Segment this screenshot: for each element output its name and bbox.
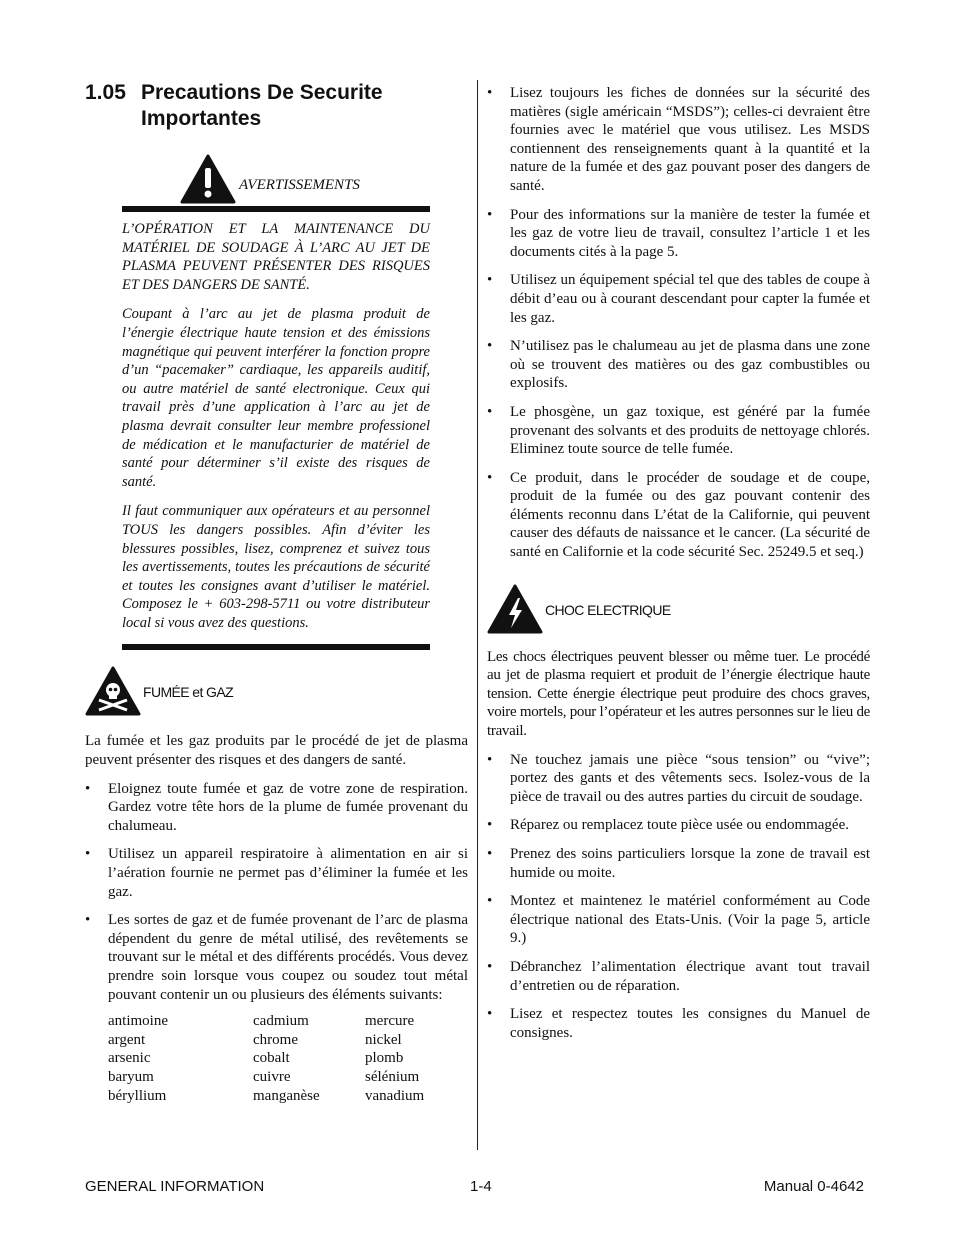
element-name: arsenic [108,1050,151,1067]
element-name: antimoine [108,1013,168,1030]
list-item: • Eloignez toute fumée et gaz de votre zone de respiration. Gardez votre tête hors de la plume de fumée provenant du chalumeau. [85,780,468,836]
element-name: cadmium [253,1013,309,1030]
right-column [487,84,870,1052]
list-item: • Le phosgène, un gaz toxique, est généré par la fumée provenant des solvants et des produits de nettoyage chlorés. Eliminez toute source de telle fumée. [487,403,870,459]
list-item: • Pour des informations sur la manière de tester la fumée et les gaz de votre lieu de travail, consultez l’article 1 et les documents cités à la page 5. [487,206,870,262]
list-item: • Les sortes de gaz et de fumée provenant de l’arc de plasma dépendent du genre de métal utilisé, des revêtements se trouvant sur le métal et des différents procédés. Vous devez prendre soin lorsque vous coupez ou soudez tout métal pouvant contenir un ou plusieurs des éléments suivants: [85,911,468,1004]
fumes-intro: La fumée et les gaz produits par le procédé de jet de plasma peuvent présenter des risques et des dangers de santé. [85,733,468,769]
electric-shock-icon [487,584,543,636]
element-name: manganèse [253,1087,320,1104]
section-title-line1: Precautions De Securite [141,81,383,104]
list-item: • Lisez toujours les fiches de données sur la sécurité des matières (sigle américain “MSDS”); celles-ci devraient être fournies avec le matériel que vous utilisez. Les MSDS contiennent des renseignements quant à la quantité et la nature de la fumée et des gaz pouvant poser des dangers de santé. [487,84,870,196]
element-name: sélénium [365,1068,420,1085]
warning-triangle-icon [180,154,236,204]
section-number: 1.05 [85,81,126,104]
footer-page-number: 1-4 [470,1178,492,1195]
section-heading [85,80,468,132]
column-divider [477,80,478,1150]
warning-paragraph-2: Coupant à l’arc au jet de plasma produit de l’énergie électrique haute tension et des émissions magnétique qui peuvent interférer la fonction propre d’un “pacemaker” cardiaque, les appareils auditif, ou autre matériel de santé electronique. Ceux qui travail près d’une application à l’arc au jet de plasma devrait consulter leur membre professionel de médication et le manufacturier de matériel de santé pour déterminer s’il existe des risques de santé. [122,306,430,490]
warning-header [180,154,468,204]
list-item: • Ce produit, dans le procéder de soudage et de coupe, produit de la fumée ou des gaz pouvant contenir des éléments reconnu dans L’état de la Californie, qui peuvent causer des défauts de naissance et le cancer. (La sécurité de santé en Californie et la code sécurité Sec. 25249.5 et seq.) [487,469,870,562]
element-name: mercure [365,1013,415,1030]
list-item: • Débranchez l’alimentation électrique avant tout travail d’entretien ou de réparation. [487,958,870,995]
fumes-label: FUMÉE et GAZ [143,684,234,701]
element-name: béryllium [108,1087,167,1104]
element-name: plomb [365,1050,404,1067]
fumes-bullet-list [85,780,468,1005]
warning-paragraph-1: L’OPÉRATION ET LA MAINTENANCE DU MATÉRIEL DE SOUDAGE À L’ARC AU JET DE PLASMA PEUVENT PRÉSENTER DES RISQUES ET DES DANGERS DE SANTÉ. [122,221,430,293]
element-name: baryum [108,1068,154,1085]
skull-crossbones-icon [85,666,141,718]
warning-box [122,206,430,650]
element-name: chrome [253,1031,298,1048]
list-item: • Utilisez un équipement spécial tel que des tables de coupe à débit d’eau ou à courant descendant pour capter la fumée et les gaz. [487,271,870,327]
shock-intro: Les chocs électriques peuvent blesser ou même tuer. Le procédé au jet de plasma requiert et produit de l’énergie électrique haute tension. Cette énergie électrique peut produire des chocs graves, voire mortels, pour l’opérateur et les autres personnes sur le lieu de travail. [487,648,870,740]
element-name: cobalt [253,1050,290,1067]
footer-left: GENERAL INFORMATION [85,1178,265,1195]
element-name: vanadium [365,1087,425,1104]
element-name: nickel [365,1031,402,1048]
warning-paragraph-3: Il faut communiquer aux opérateurs et au personnel TOUS les dangers possibles. Afin d’éviter les blessures possibles, lisez, comprenez et suivez tous les avertissements, toutes les précautions de sécurité et toutes les consignes avant d’utiliser le matériel. Composez le + 603-298-5711 ou votre distributeur local si vous avez des questions. [122,503,430,631]
list-item: • Prenez des soins particuliers lorsque la zone de travail est humide ou moite. [487,845,870,882]
shock-bullet-list [487,751,870,1043]
list-item: • N’utilisez pas le chalumeau au jet de plasma dans une zone où se trouvent des matières ou des gaz combustibles ou explosifs. [487,337,870,393]
element-name: cuivre [253,1068,291,1085]
element-name: argent [108,1031,146,1048]
list-item: • Montez et maintenez le matériel conformément au Code électrique national des Etats-Unis. (Voir la page 5, article 9.) [487,892,870,948]
shock-header [487,584,870,636]
footer-right: Manual 0-4642 [763,1178,864,1195]
list-item: • Lisez et respectez toutes les consignes du Manuel de consignes. [487,1005,870,1042]
msds-bullet-list [487,84,870,562]
left-column [85,80,468,1105]
list-item: • Réparez ou remplacez toute pièce usée ou endommagée. [487,816,870,835]
warning-label: AVERTISSEMENTS [239,177,360,193]
elements-table [108,1012,468,1105]
shock-label: CHOC ELECTRIQUE [545,601,671,618]
list-item: • Utilisez un appareil respiratoire à alimentation en air si l’aération fournie ne permet pas d’éliminer la fumée et les gaz. [85,845,468,901]
section-title-line2: Importantes [141,107,262,130]
fumes-header [85,666,468,718]
list-item: • Ne touchez jamais une pièce “sous tension” ou “vive”; portez des gants et des vêtements secs. Isolez-vous de la pièce de travail ou des autres parties du circuit de soudage. [487,751,870,807]
